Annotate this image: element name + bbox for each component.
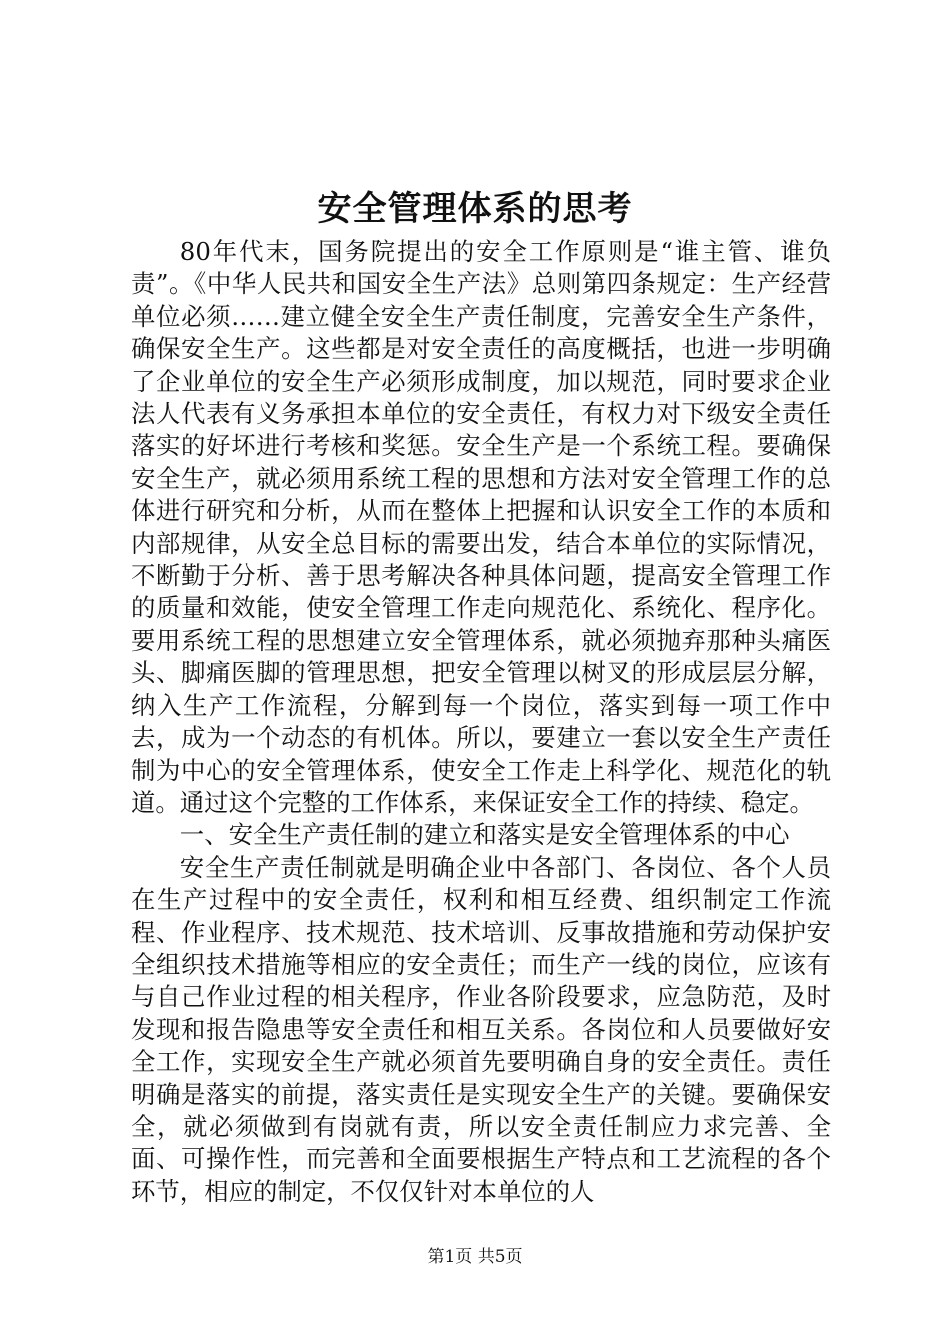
section-heading-1: 一、安全生产责任制的建立和落实是安全管理体系的中心	[179, 820, 790, 850]
page-footer: 第1页 共5页	[427, 1247, 523, 1267]
paragraph-intro: 80年代末，国务院提出的安全工作原则是“谁主管、谁负责”。《中华人民共和国安全生产法》总则第四条规定：生产经营单位必须……建立健全安全生产责任制度，完善安全生产条件，确保安全生产。这些都是对安全责任的高度概括，也进一步明确了企业单位的安全生产必须形成制度，加以规范，同时要求企业法人代表有义务承担本单位的安全责任，有权力对下级安全责任落实的好坏进行考核和奖惩。安全生产是一个系统工程。要确保安全生产，就必须用系统工程的思想和方法对安全管理工作的总体进行研究和分析，从而在整体上把握和认识安全工作的本质和内部规律，从安全总目标的需要出发，结合本单位的实际情况，不断勤于分析、善于思考解决各种具体问题，提高安全管理工作的质量和效能，使安全管理工作走向规范化、系统化、程序化。要用系统工程的思想建立安全管理体系，就必须抛弃那种头痛医头、脚痛医脚的管理思想，把安全管理以树叉的形成层层分解，纳入生产工作流程，分解到每一个岗位，落实到每一项工作中去，成为一个动态的有机体。所以，要建立一套以安全生产责任制为中心的安全管理体系，使安全工作走上科学化、规范化的轨道。通过这个完整的工作体系，来保证安全工作的持续、稳定。	[131, 237, 831, 817]
document-body	[131, 236, 831, 1208]
paragraph-section-1: 安全生产责任制就是明确企业中各部门、各岗位、各个人员在生产过程中的安全责任，权利和相互经费、组织制定工作流程、作业程序、技术规范、技术培训、反事故措施和劳动保护安全组织技术措施等相应的安全责任；而生产一线的岗位，应该有与自己作业过程的相关程序，作业各阶段要求，应急防范，及时发现和报告隐患等安全责任和相互关系。各岗位和人员要做好安全工作，实现安全生产就必须首先要明确自身的安全责任。责任明确是落实的前提，落实责任是实现安全生产的关键。要确保安全，就必须做到有岗就有责，所以安全责任制应力求完善、全面、可操作性，而完善和全面要根据生产特点和工艺流程的各个环节，相应的制定，不仅仅针对本单位的人	[131, 852, 831, 1206]
document-title: 安全管理体系的思考	[317, 189, 633, 229]
